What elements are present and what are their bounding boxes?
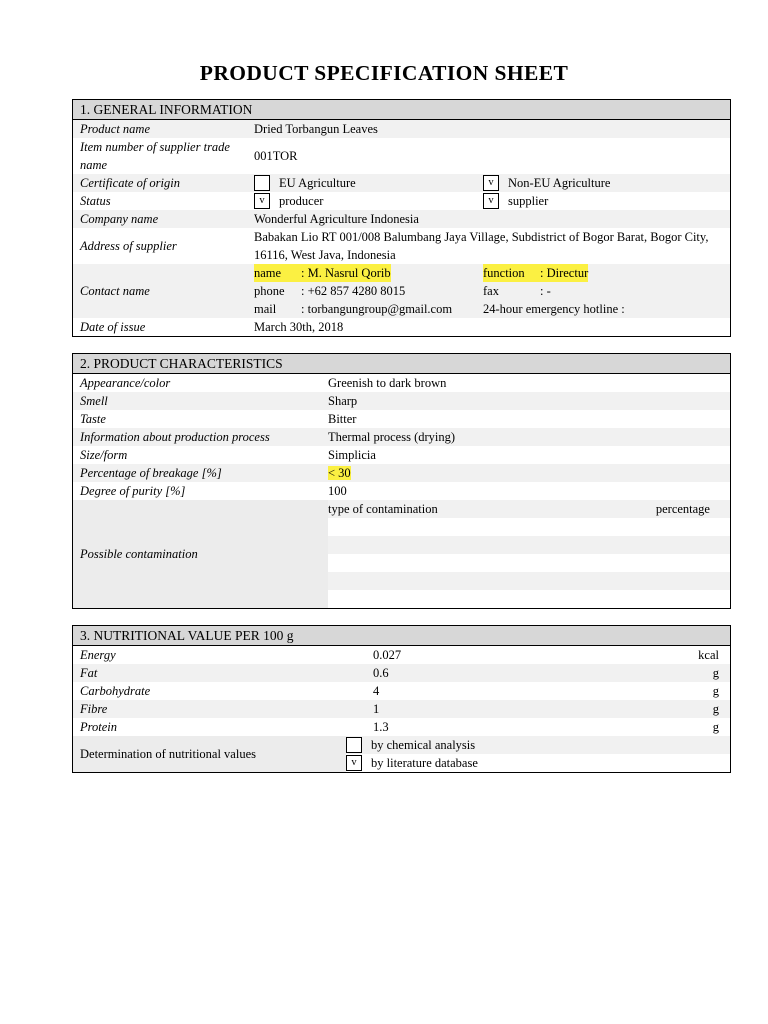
taste-label: Taste bbox=[80, 412, 106, 426]
contact-fax-value: : - bbox=[540, 284, 551, 298]
certificate-option-non-eu bbox=[483, 174, 610, 192]
determination-option-literature-label: by literature database bbox=[371, 756, 478, 770]
carbohydrate-label: Carbohydrate bbox=[80, 684, 151, 698]
contamination-percentage-header: percentage bbox=[655, 502, 710, 516]
contact-mail-value: : torbangungroup@gmail.com bbox=[301, 302, 453, 316]
row-fibre bbox=[73, 700, 730, 718]
contamination-type-header: type of contamination bbox=[328, 502, 438, 516]
energy-value: 0.027 bbox=[373, 648, 402, 662]
row-date-of-issue bbox=[73, 318, 730, 336]
row-status bbox=[73, 192, 730, 210]
date-of-issue-value: March 30th, 2018 bbox=[254, 320, 344, 334]
row-address-of-supplier bbox=[73, 228, 730, 264]
contact-name-highlight bbox=[254, 264, 391, 282]
contact-function-highlight bbox=[483, 264, 588, 282]
contamination-empty-row bbox=[328, 518, 730, 536]
address-value: Babakan Lio RT 001/008 Balumbang Jaya Village, Subdistrict of Bogor Barat, Bogor City, 16116, West Java, Indonesia bbox=[254, 230, 709, 262]
contact-name-value: : M. Nasrul Qorib bbox=[301, 266, 391, 280]
status-options bbox=[254, 192, 730, 210]
product-name-value: Dried Torbangun Leaves bbox=[254, 122, 378, 136]
contamination-empty-row bbox=[328, 554, 730, 572]
checkbox-icon: v bbox=[483, 193, 499, 209]
certificate-option-eu bbox=[254, 174, 483, 192]
contact-phone-value: : +62 857 4280 8015 bbox=[301, 284, 406, 298]
fibre-value: 1 bbox=[373, 702, 380, 716]
size-form-value: Simplicia bbox=[328, 448, 376, 462]
checkbox-icon: v bbox=[254, 193, 270, 209]
contact-name-field bbox=[254, 264, 483, 282]
row-item-number bbox=[73, 138, 730, 174]
status-option-producer bbox=[254, 192, 483, 210]
row-fat bbox=[73, 664, 730, 682]
appearance-value: Greenish to dark brown bbox=[328, 376, 447, 390]
row-energy bbox=[73, 646, 730, 664]
contact-name-label: Contact name bbox=[80, 284, 150, 298]
checkbox-icon: v bbox=[346, 755, 362, 771]
contact-function-key: function bbox=[483, 266, 525, 280]
energy-unit: kcal bbox=[698, 648, 719, 662]
size-form-label: Size/form bbox=[80, 448, 128, 462]
row-protein bbox=[73, 718, 730, 736]
section-product-characteristics bbox=[72, 353, 731, 609]
item-number-label: Item number of supplier trade name bbox=[80, 140, 230, 172]
row-carbohydrate bbox=[73, 682, 730, 700]
page-title: PRODUCT SPECIFICATION SHEET bbox=[199, 61, 569, 85]
production-process-label: Information about production process bbox=[80, 430, 270, 444]
carbohydrate-unit: g bbox=[712, 684, 719, 698]
row-taste bbox=[73, 410, 730, 428]
section-1-heading: 1. GENERAL INFORMATION bbox=[73, 100, 730, 120]
contact-line-2 bbox=[254, 282, 730, 300]
contact-phone-field bbox=[254, 282, 483, 300]
appearance-label: Appearance/color bbox=[80, 376, 171, 390]
protein-value: 1.3 bbox=[373, 720, 389, 734]
section-general-information bbox=[72, 99, 731, 337]
fibre-label: Fibre bbox=[80, 702, 108, 716]
section-nutritional-value bbox=[72, 625, 731, 773]
contact-function-field bbox=[483, 264, 588, 282]
checkbox-icon bbox=[254, 175, 270, 191]
contamination-header-line bbox=[328, 500, 730, 518]
row-purity bbox=[73, 482, 730, 500]
production-process-value: Thermal process (drying) bbox=[328, 430, 456, 444]
contamination-label: Possible contamination bbox=[73, 500, 328, 608]
contamination-empty-row bbox=[328, 590, 730, 608]
fat-value: 0.6 bbox=[373, 666, 389, 680]
contamination-empty-row bbox=[328, 536, 730, 554]
breakage-value-highlight: < 30 bbox=[328, 466, 351, 480]
smell-label: Smell bbox=[80, 394, 108, 408]
row-size-form bbox=[73, 446, 730, 464]
contact-details bbox=[254, 264, 730, 318]
row-certificate-of-origin bbox=[73, 174, 730, 192]
status-option-supplier bbox=[483, 192, 548, 210]
contact-mail-field bbox=[254, 300, 483, 318]
contact-name-key: name bbox=[254, 266, 282, 280]
protein-unit: g bbox=[712, 720, 719, 734]
date-of-issue-label: Date of issue bbox=[80, 320, 146, 334]
address-label: Address of supplier bbox=[80, 239, 177, 253]
company-name-value: Wonderful Agriculture Indonesia bbox=[254, 212, 419, 226]
contact-hotline-field: 24-hour emergency hotline : bbox=[483, 302, 625, 316]
determination-options bbox=[346, 736, 730, 772]
fat-label: Fat bbox=[80, 666, 98, 680]
row-contact-name bbox=[73, 264, 730, 318]
determination-option-chemical-label: by chemical analysis bbox=[371, 738, 476, 752]
contact-fax-key: fax bbox=[483, 284, 499, 298]
determination-option-chemical bbox=[346, 736, 730, 754]
row-determination bbox=[73, 736, 730, 772]
status-option-producer-label: producer bbox=[279, 194, 324, 208]
protein-label: Protein bbox=[80, 720, 118, 734]
checkbox-icon: v bbox=[483, 175, 499, 191]
row-company-name bbox=[73, 210, 730, 228]
breakage-label: Percentage of breakage [%] bbox=[80, 466, 222, 480]
determination-option-literature bbox=[346, 754, 730, 772]
taste-value: Bitter bbox=[328, 412, 357, 426]
contact-phone-key: phone bbox=[254, 284, 285, 298]
section-2-heading: 2. PRODUCT CHARACTERISTICS bbox=[73, 354, 730, 374]
energy-label: Energy bbox=[80, 648, 116, 662]
checkbox-icon bbox=[346, 737, 362, 753]
section-3-heading: 3. NUTRITIONAL VALUE PER 100 g bbox=[73, 626, 730, 646]
row-production-process bbox=[73, 428, 730, 446]
determination-label: Determination of nutritional values bbox=[73, 736, 346, 772]
row-product-name bbox=[73, 120, 730, 138]
contamination-empty-row bbox=[328, 572, 730, 590]
item-number-value: 001TOR bbox=[254, 149, 298, 163]
contact-line-1 bbox=[254, 264, 730, 282]
certificate-option-eu-label: EU Agriculture bbox=[279, 176, 356, 190]
smell-value: Sharp bbox=[328, 394, 358, 408]
purity-label: Degree of purity [%] bbox=[80, 484, 186, 498]
contamination-table bbox=[328, 500, 730, 608]
contact-fax-field bbox=[483, 282, 551, 300]
company-name-label: Company name bbox=[80, 212, 159, 226]
certificate-label: Certificate of origin bbox=[80, 176, 180, 190]
row-breakage bbox=[73, 464, 730, 482]
certificate-option-non-eu-label: Non-EU Agriculture bbox=[508, 176, 611, 190]
contact-mail-key: mail bbox=[254, 302, 277, 316]
fibre-unit: g bbox=[712, 702, 719, 716]
purity-value: 100 bbox=[328, 484, 347, 498]
status-label: Status bbox=[80, 194, 111, 208]
row-possible-contamination bbox=[73, 500, 730, 608]
product-name-label: Product name bbox=[80, 122, 151, 136]
breakage-value bbox=[328, 464, 730, 482]
contact-function-value: : Directur bbox=[540, 266, 589, 280]
row-appearance bbox=[73, 374, 730, 392]
contact-line-3 bbox=[254, 300, 730, 318]
carbohydrate-value: 4 bbox=[373, 684, 380, 698]
status-option-supplier-label: supplier bbox=[508, 194, 549, 208]
certificate-options bbox=[254, 174, 730, 192]
row-smell bbox=[73, 392, 730, 410]
fat-unit: g bbox=[712, 666, 719, 680]
